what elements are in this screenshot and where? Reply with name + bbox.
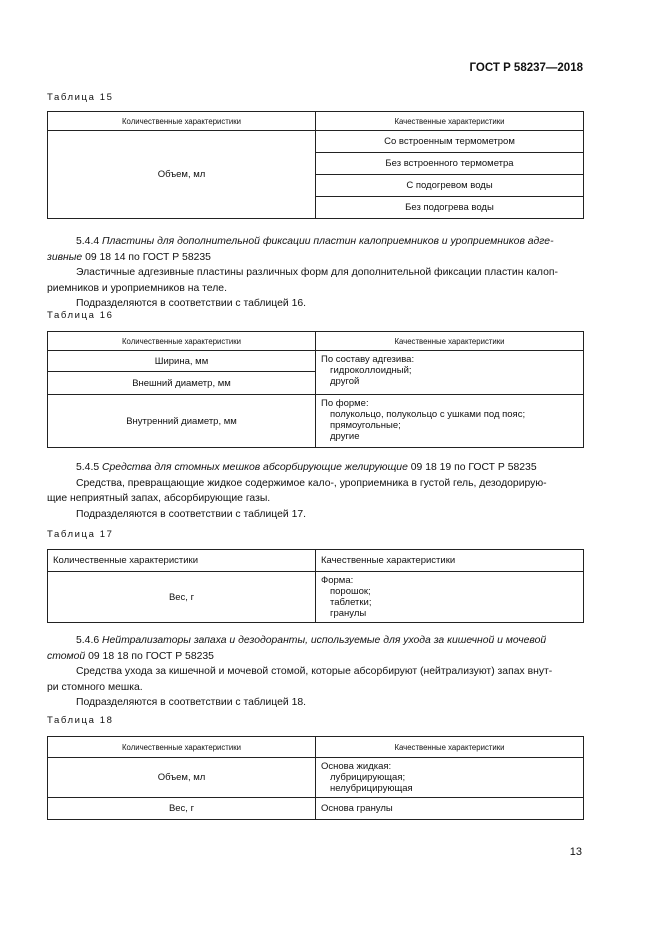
table-18-liquid-group: Основа жидкая: лубрицирующая; нелубрицирующая	[316, 758, 584, 798]
section-heading: 5.4.4 Пластины для дополнительной фиксации пластин калоприемников и уроприемников адге-	[76, 236, 554, 247]
table-15-cell: Без подогрева воды	[316, 197, 584, 219]
paragraph-line: ри стомного мешка.	[47, 681, 143, 693]
table-15-cell: С подогревом воды	[316, 175, 584, 197]
paragraph-line: риемников и уроприемников на теле.	[47, 282, 227, 294]
table-18-cell: Объем, мл	[48, 758, 316, 798]
table-15-cell: Со встроенным термометром	[316, 131, 584, 153]
table-16-shape-group: По форме: полукольцо, полукольцо с ушками под пояс; прямоугольные; другие	[316, 395, 584, 448]
table-17-caption: Таблица 17	[47, 529, 114, 540]
table-15	[47, 111, 584, 219]
paragraph-line: щие неприятный запах, абсорбирующие газы.	[47, 493, 271, 504]
table-15-header-quantitative: Количественные характеристики	[48, 112, 316, 131]
section-heading-cont: зивные 09 18 14 по ГОСТ Р 58235	[47, 251, 211, 263]
section-heading: 5.4.5 Средства для стомных мешков абсорбирующие желирующие 09 18 19 по ГОСТ Р 58235	[76, 462, 537, 473]
paragraph-line: Средства, превращающие жидкое содержимое кало-, уроприемника в густой гель, дезодорирую-	[76, 477, 547, 489]
table-17-header-qualitative: Качественные характеристики	[316, 550, 584, 572]
table-16-caption: Таблица 16	[47, 310, 114, 321]
paragraph: Подразделяются в соответствии с таблицей 17.	[76, 508, 307, 520]
table-16-adhesive-group: По составу адгезива: гидроколлоидный; другой	[316, 351, 584, 395]
section-heading: 5.4.6 Нейтрализаторы запаха и дезодоранты, используемые для ухода за кишечной и мочевой	[76, 635, 547, 646]
table-15-cell: Объем, мл	[48, 131, 316, 219]
table-17	[47, 549, 584, 623]
table-17-form-group: Форма: порошок; таблетки; гранулы	[316, 572, 584, 623]
paragraph-line: Эластичные адгезивные пластины различных форм для дополнительной фиксации пластин калоп-	[76, 267, 558, 278]
table-18-header-qualitative: Качественные характеристики	[316, 737, 584, 758]
table-18-cell: Вес, г	[48, 798, 316, 820]
table-18-cell: Основа гранулы	[316, 798, 584, 820]
table-17-cell: Вес, г	[48, 572, 316, 623]
paragraph: Подразделяются в соответствии с таблицей 16.	[76, 298, 307, 309]
table-15-caption: Таблица 15	[47, 92, 114, 103]
paragraph: Подразделяются в соответствии с таблицей 18.	[76, 697, 307, 708]
table-16	[47, 331, 584, 448]
paragraph-line: Средства ухода за кишечной и мочевой стомой, которые абсорбируют (нейтрализуют) запах внут-	[76, 666, 553, 677]
section-5-4-5	[47, 460, 582, 522]
section-5-4-6	[47, 633, 582, 711]
table-18	[47, 736, 584, 820]
table-16-cell: Внешний диаметр, мм	[48, 372, 316, 395]
page-number: 13	[569, 846, 582, 858]
section-5-4-4	[47, 234, 582, 312]
section-heading-cont: стомой 09 18 18 по ГОСТ Р 58235	[47, 650, 214, 662]
standard-number: ГОСТ Р 58237—2018	[469, 62, 583, 74]
table-15-cell: Без встроенного термометра	[316, 153, 584, 175]
table-17-header-quantitative: Количественные характеристики	[48, 550, 316, 572]
table-15-header-qualitative: Качественные характеристики	[316, 112, 584, 131]
table-16-cell: Ширина, мм	[48, 351, 316, 372]
table-18-caption: Таблица 18	[47, 715, 114, 726]
table-16-header-quantitative: Количественные характеристики	[48, 332, 316, 351]
table-18-header-quantitative: Количественные характеристики	[48, 737, 316, 758]
table-16-cell: Внутренний диаметр, мм	[48, 395, 316, 448]
table-16-header-qualitative: Качественные характеристики	[316, 332, 584, 351]
